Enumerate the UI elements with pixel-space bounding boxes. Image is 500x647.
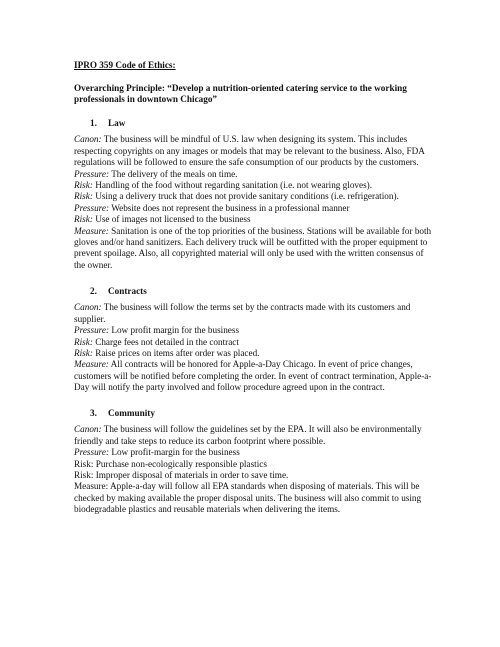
entry-label: Risk: — [74, 458, 94, 469]
entry — [74, 226, 436, 272]
section-title: Community — [108, 408, 155, 418]
entry-text: Raise prices on items after order was placed. — [95, 348, 260, 359]
section-contracts — [74, 286, 436, 394]
entry-text: The business will follow the terms set by the contracts made with its customers and supplier. — [74, 302, 411, 324]
entry-label: Risk: — [74, 470, 94, 481]
section-title: Contracts — [108, 286, 147, 296]
entry-text: Using a delivery truck that does not provide sanitary conditions (i.e. refrigeration). — [95, 191, 399, 202]
entry — [74, 481, 436, 515]
section-number: 3. — [90, 408, 97, 418]
entry-label: Measure: — [74, 481, 109, 492]
entry — [74, 169, 436, 180]
entry — [74, 424, 436, 447]
entry — [74, 459, 436, 470]
entry-label: Pressure: — [74, 447, 110, 458]
entry-label: Risk: — [74, 336, 93, 347]
principle-label: Overarching Principle: — [74, 83, 165, 93]
entry-label: Canon: — [74, 302, 102, 313]
entry — [74, 348, 436, 359]
entry-text: The business will be mindful of U.S. law when designing its system. This includes respecting copyrights on any images or models that may be relevant to the business. Also, FDA regulations will be followed to ensure the safe consumption of our products by the customers. — [74, 134, 425, 168]
entry-label: Risk: — [74, 191, 93, 202]
section-number: 2. — [90, 286, 97, 296]
entry-label: Pressure: — [74, 168, 110, 179]
entry — [74, 470, 436, 481]
section-title: Law — [108, 118, 126, 128]
entry-text: Website does not represent the business in a professional manner — [111, 202, 350, 213]
entry — [74, 134, 436, 168]
document-title: IPRO 359 Code of Ethics: — [74, 60, 176, 70]
overarching-principle — [74, 83, 436, 106]
section-community — [74, 408, 436, 516]
entry-label: Pressure: — [74, 202, 110, 213]
section-heading — [74, 286, 436, 297]
entry-text: Purchase non-ecologically responsible plastics — [93, 458, 267, 469]
section-heading — [74, 408, 436, 419]
entry — [74, 325, 436, 336]
entry — [74, 337, 436, 348]
entry-text: Charge fees not detailed in the contract — [95, 336, 239, 347]
entry-text: Use of images not licensed to the business — [95, 214, 251, 225]
entry-text: Sanitation is one of the top priorities of the business. Stations will be available for both gloves and/or hand sanitizers. Each delivery truck will be outfitted with the proper equipment to prevent spoilage. Also, all copyrighted material will only be used with the written consensus of the owner. — [74, 225, 432, 270]
entry-label: Pressure: — [74, 325, 110, 336]
principle-text: “Develop a nutrition-oriented catering service to the working professionals in downtown Chicago” — [74, 83, 407, 105]
section-number: 1. — [90, 118, 97, 128]
entry-label: Risk: — [74, 348, 93, 359]
entry — [74, 359, 436, 393]
entry — [74, 191, 436, 202]
entry — [74, 203, 436, 214]
entry-text: Handling of the food without regarding sanitation (i.e. not wearing gloves). — [95, 180, 373, 191]
entry — [74, 447, 436, 458]
entry-label: Canon: — [74, 424, 102, 435]
section-law — [74, 118, 436, 271]
entry-text: All contracts will be honored for Apple-a-Day Chicago. In event of price changes, customers will be notified before completing the order. In event of contract termination, Apple-a-Day will notify the party involved and follow procedure agreed upon in the contract. — [74, 359, 432, 393]
entry-text: Low profit margin for the business — [111, 325, 240, 336]
entry-label: Canon: — [74, 134, 102, 145]
entry-text: Low profit-margin for the business — [109, 447, 240, 458]
entry — [74, 302, 436, 325]
entry-text: The business will follow the guidelines set by the EPA. It will also be environmentally friendly and take steps to reduce its carbon footprint where possible. — [74, 424, 422, 446]
entry-text: The delivery of the meals on time. — [111, 168, 238, 179]
entry-label: Risk: — [74, 180, 93, 191]
entry-label: Risk: — [74, 214, 93, 225]
section-heading — [74, 118, 436, 129]
entry-label: Measure: — [74, 225, 109, 236]
entry-text: Apple-a-day will follow all EPA standards when disposing of materials. This will be checked by making available the proper disposal units. The business will also commit to using biodegradable plastics and reusable materials when delivering the items. — [74, 481, 422, 515]
entry — [74, 214, 436, 225]
entry-label: Measure: — [74, 359, 109, 370]
entry-text: Improper disposal of materials in order to save time. — [93, 470, 289, 481]
entry — [74, 180, 436, 191]
